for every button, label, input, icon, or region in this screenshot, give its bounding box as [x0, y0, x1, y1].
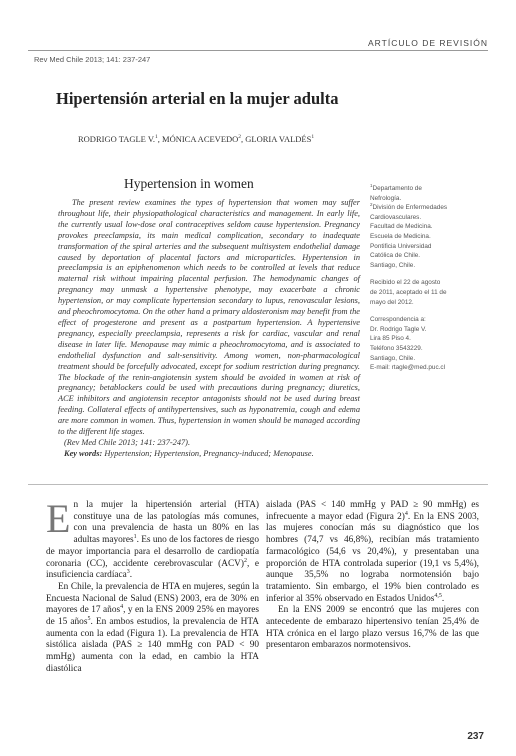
reference-mark: 4	[120, 604, 124, 611]
author-separator: ,	[157, 134, 163, 144]
correspondence	[370, 315, 490, 373]
author-affiliation-mark: 2	[238, 134, 242, 141]
body-column-left	[46, 496, 260, 676]
body-paragraph: En la ENS 2009 se encontró que las mujeres con antecedente de embarazo hipertensivo tenían 25,4% de HTA crónica en el largo plazo versus 16,7% de las que presentaron embarazos normotensivos.	[266, 605, 479, 651]
body-paragraph: En la mujer la hipertensión arterial (HTA) constituye una de las patologías más comunes, con una prevalencia de hasta un 80% en las adultas mayores$^1$. Es uno de los factores de riesgo de mayor importancia para el desarrollo de cardiopatía coronaria (CC), accidente cerebrovascular (ACV)$^2$, e insuficiencia cardíaca$^3$.	[46, 496, 259, 581]
reference-mark: 3	[126, 569, 130, 576]
affiliation-line: Católica de Chile.	[370, 252, 421, 260]
abstract-text: The present review examines the types of hypertension that women may suffer throughout life, their physiopathological characteristics and management. In early life, the currently usual low-dose oral contraceptives seldom cause hypertension. Pregnancy provokes preeclampsia, its main medical complication, secondary to inadequate transformation of the spiral arteries and the subsequent multisystem endothelial damage caused by deportation of placental factors and microparticles. Hypertension in preeclampsia is an epiphenomenon which needs to be controlled at levels that reduce maternal risk without impairing placental perfusion. The hemodynamic changes of pregnancy may unmask a hypertensive phenotype, may exacerbate a chronic hypertension, or may complicate hypertension secondary to lupus, renovascular lesions, and pheochromocytoma. On the other hand a primary aldosteronism may benefit from the effect of progesterone and present as a postpartum hypertension. A hypertensive pregnancy, especially preeclampsia, represents a risk for cardiac, vascular and renal disease in later life. Menopause may mimic a pheochromocytoma, and is associated to endothelial dysfunction and salt-sensitivity. Among women, non-pharmacological treatment should be forcefully advocated, except for sodium restriction during pregnancy. The blockade of the renin-angiotensin system should be avoided in women at risk of pregnancy; betablockers could be used with precautions during pregnancy; diuretics, ACE inhibitors and angiotensin receptor antagonists should not be used during breast feeding. Collateral effects of antihypertensives, such as hyponatremia, cough and edema are more common in women. Thus, hypertension in women should be managed according to the different life stages.	[58, 198, 360, 437]
body-paragraph: En Chile, la prevalencia de HTA en mujeres, según la Encuesta Nacional de Salud (ENS) 2003, era de 30% en mayores de 17 años$^4$, y en la ENS 2009 25% en mayores de 15 años$^5$. En ambos estudios, la prevalencia de HTA aumenta con la edad (Figura 1). La prevalencia de HTA sistólica aislada (PAS ≥ 140 mmHg con PAD < 90 mmHg) aumenta con la edad, en cambio la HTA diastólica	[46, 581, 260, 674]
author-affiliation-mark: 1	[311, 134, 315, 141]
affiliations	[370, 184, 490, 270]
author-affiliation-mark: 1	[155, 134, 158, 141]
author-list	[78, 134, 314, 144]
header-rule	[28, 50, 488, 51]
affiliation-line: Escuela de Medicina.	[370, 232, 431, 240]
section-divider	[28, 484, 488, 485]
received-line: mayo del 2012.	[370, 298, 414, 306]
correspondence-line: Santiago, Chile.	[370, 354, 416, 362]
keywords-list: Hypertension; Hypertension, Pregnancy-induced; Menopause.	[102, 448, 314, 458]
affiliation-mark: 1	[370, 182, 373, 188]
journal-reference: Rev Med Chile 2013; 141: 237-247	[34, 55, 151, 64]
article-title: Hipertensión arterial en la mujer adulta	[56, 89, 339, 108]
author-name: GLORIA VALDÉS	[245, 134, 312, 144]
reference-mark: 4,5	[434, 592, 442, 599]
body-paragraph: aislada (PAS < 140 mmHg y PAD ≥ 90 mmHg) es infrecuente a mayor edad (Figura 2)$^4$. En la ENS 2003, las mujeres conocían más su diagnóstico que los hombres (74,7 vs 46,8%), recibían más tratamiento farmacológico (54,6 vs 20,4%), y presentaban una proporción de HTA controlada superior (19,1 vs 5,4%), aunque 35,5% no lograba normotensión bajo tratamiento. Sin embargo, el 19% bien controlado es inferior al 35% observado en Estados Unidos$^{4,5}$.	[266, 500, 479, 604]
affiliation-line: Pontificia Universidad	[370, 242, 432, 250]
keywords-label: Key words:	[64, 448, 103, 458]
author-name: MÓNICA ACEVEDO	[162, 134, 239, 144]
affiliation-mark: 2	[370, 202, 373, 208]
author-name: RODRIGO TAGLE V.	[78, 134, 156, 144]
correspondence-line: Dr. Rodrigo Tagle V.	[370, 325, 427, 333]
drop-cap: E	[46, 496, 71, 541]
affiliation-line: Nefrología.	[370, 194, 402, 202]
received-line: de 2011, aceptado el 11 de	[370, 288, 447, 296]
english-title: Hypertension in women	[124, 176, 254, 191]
author-separator: ,	[241, 134, 246, 144]
affiliation-line: $^2$División de Enfermedades	[370, 202, 448, 212]
page-number: 237	[467, 731, 484, 742]
article-sidebar	[370, 184, 490, 381]
correspondence-line: Correspondencia a:	[370, 316, 426, 324]
abstract	[58, 198, 360, 460]
abstract-citation: (Rev Med Chile 2013; 141: 237-247).	[64, 437, 191, 447]
received-dates	[370, 278, 490, 307]
section-label: ARTÍCULO DE REVISIÓN	[368, 38, 488, 48]
correspondence-email[interactable]: E-mail: rtagle@med.puc.cl	[370, 364, 446, 372]
affiliation-line: Santiago, Chile.	[370, 261, 416, 269]
reference-mark: 5	[87, 615, 91, 622]
received-line: Recibido el 22 de agosto	[370, 279, 441, 287]
affiliation-line: Cardiovasculares.	[370, 213, 422, 221]
affiliation-line: Facultad de Medicina.	[370, 223, 433, 231]
reference-mark: 4	[404, 510, 408, 517]
correspondence-line: Lira 85 Piso 4.	[370, 335, 411, 343]
reference-mark: 2	[243, 557, 247, 564]
reference-mark: 1	[133, 534, 137, 541]
keywords	[58, 449, 360, 460]
correspondence-line: Teléfono 3543229.	[370, 344, 423, 352]
body-column-right	[266, 500, 479, 652]
affiliation-line: $^1$Departamento de	[370, 182, 422, 192]
